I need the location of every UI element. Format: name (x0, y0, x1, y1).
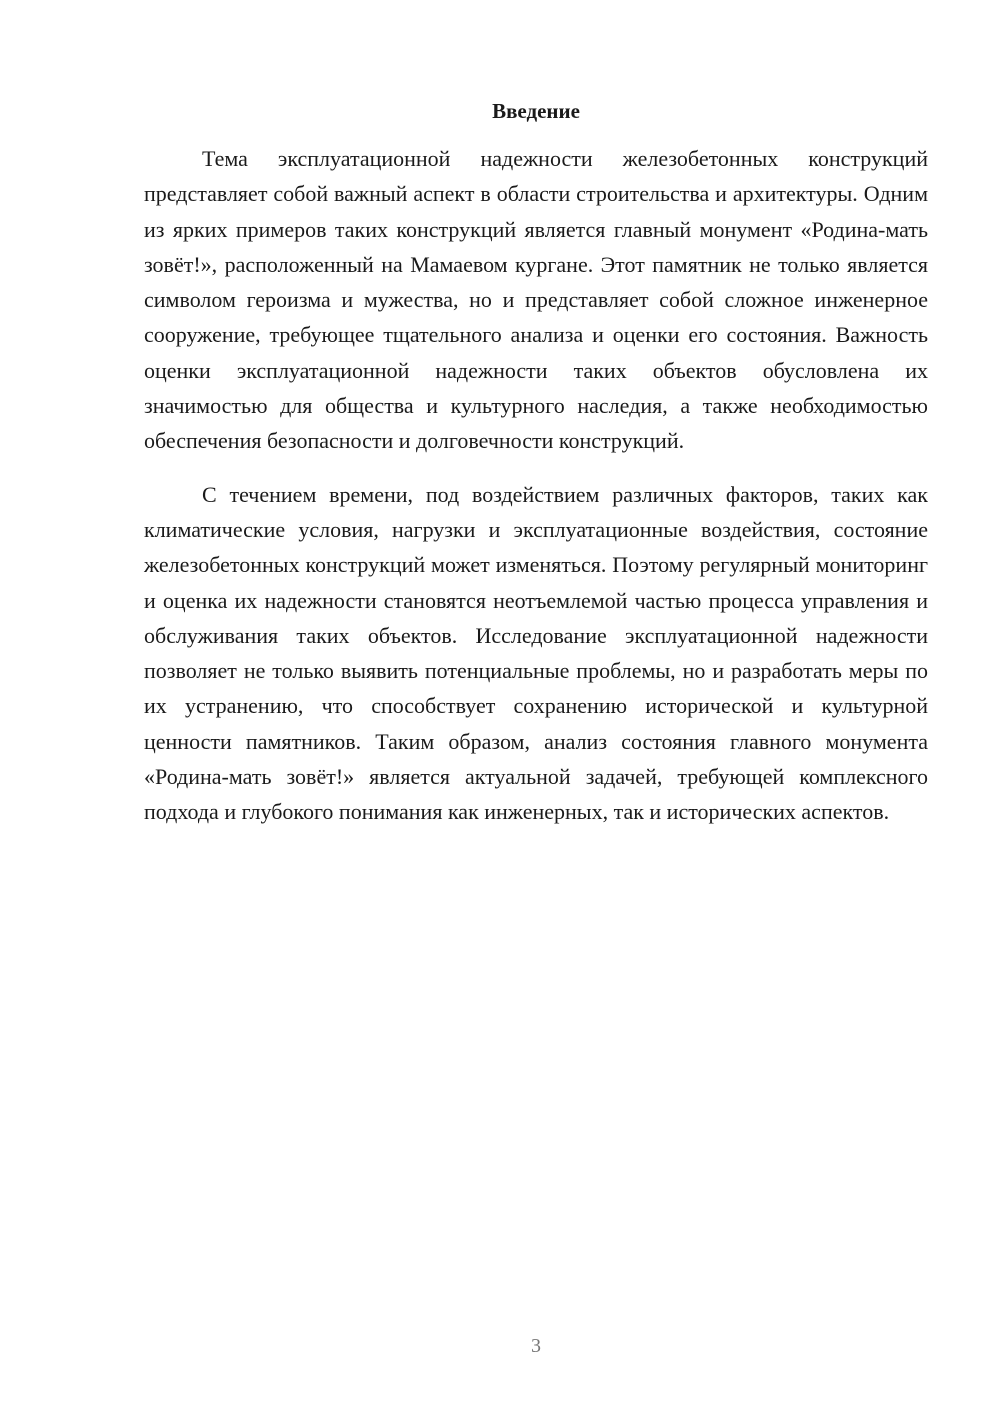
body-text (144, 141, 928, 830)
section-heading: Введение (492, 99, 580, 123)
page-number: 3 (531, 1335, 541, 1357)
paragraph-1: Тема эксплуатационной надежности железобетонных конструкций представляет собой важный аспект в области строительства и архитектуры. Одним из ярких примеров таких конструкций является главный монумент «Родина-мать зовёт!», расположенный на Мамаевом кургане. Этот памятник не только является символом героизма и мужества, но и представляет собой сложное инженерное сооружение, требующее тщательного анализа и оценки его состояния. Важность оценки эксплуатационной надежности таких объектов обусловлена их значимостью для общества и культурного наследия, а также необходимостью обеспечения безопасности и долговечности конструкций. (144, 146, 928, 454)
paragraph-2: С течением времени, под воздействием различных факторов, таких как климатические условия, нагрузки и эксплуатационные воздействия, состояние железобетонных конструкций может изменяться. Поэтому регулярный мониторинг и оценка их надежности становятся неотъемлемой частью процесса управления и обслуживания таких объектов. Исследование эксплуатационной надежности позволяет не только выявить потенциальные проблемы, но и разработать меры по их устранению, что способствует сохранению исторической и культурной ценности памятников. Таким образом, анализ состояния главного монумента «Родина-мать зовёт!» является актуальной задачей, требующей комплексного подхода и глубокого понимания как инженерных, так и исторических аспектов. (144, 481, 928, 825)
